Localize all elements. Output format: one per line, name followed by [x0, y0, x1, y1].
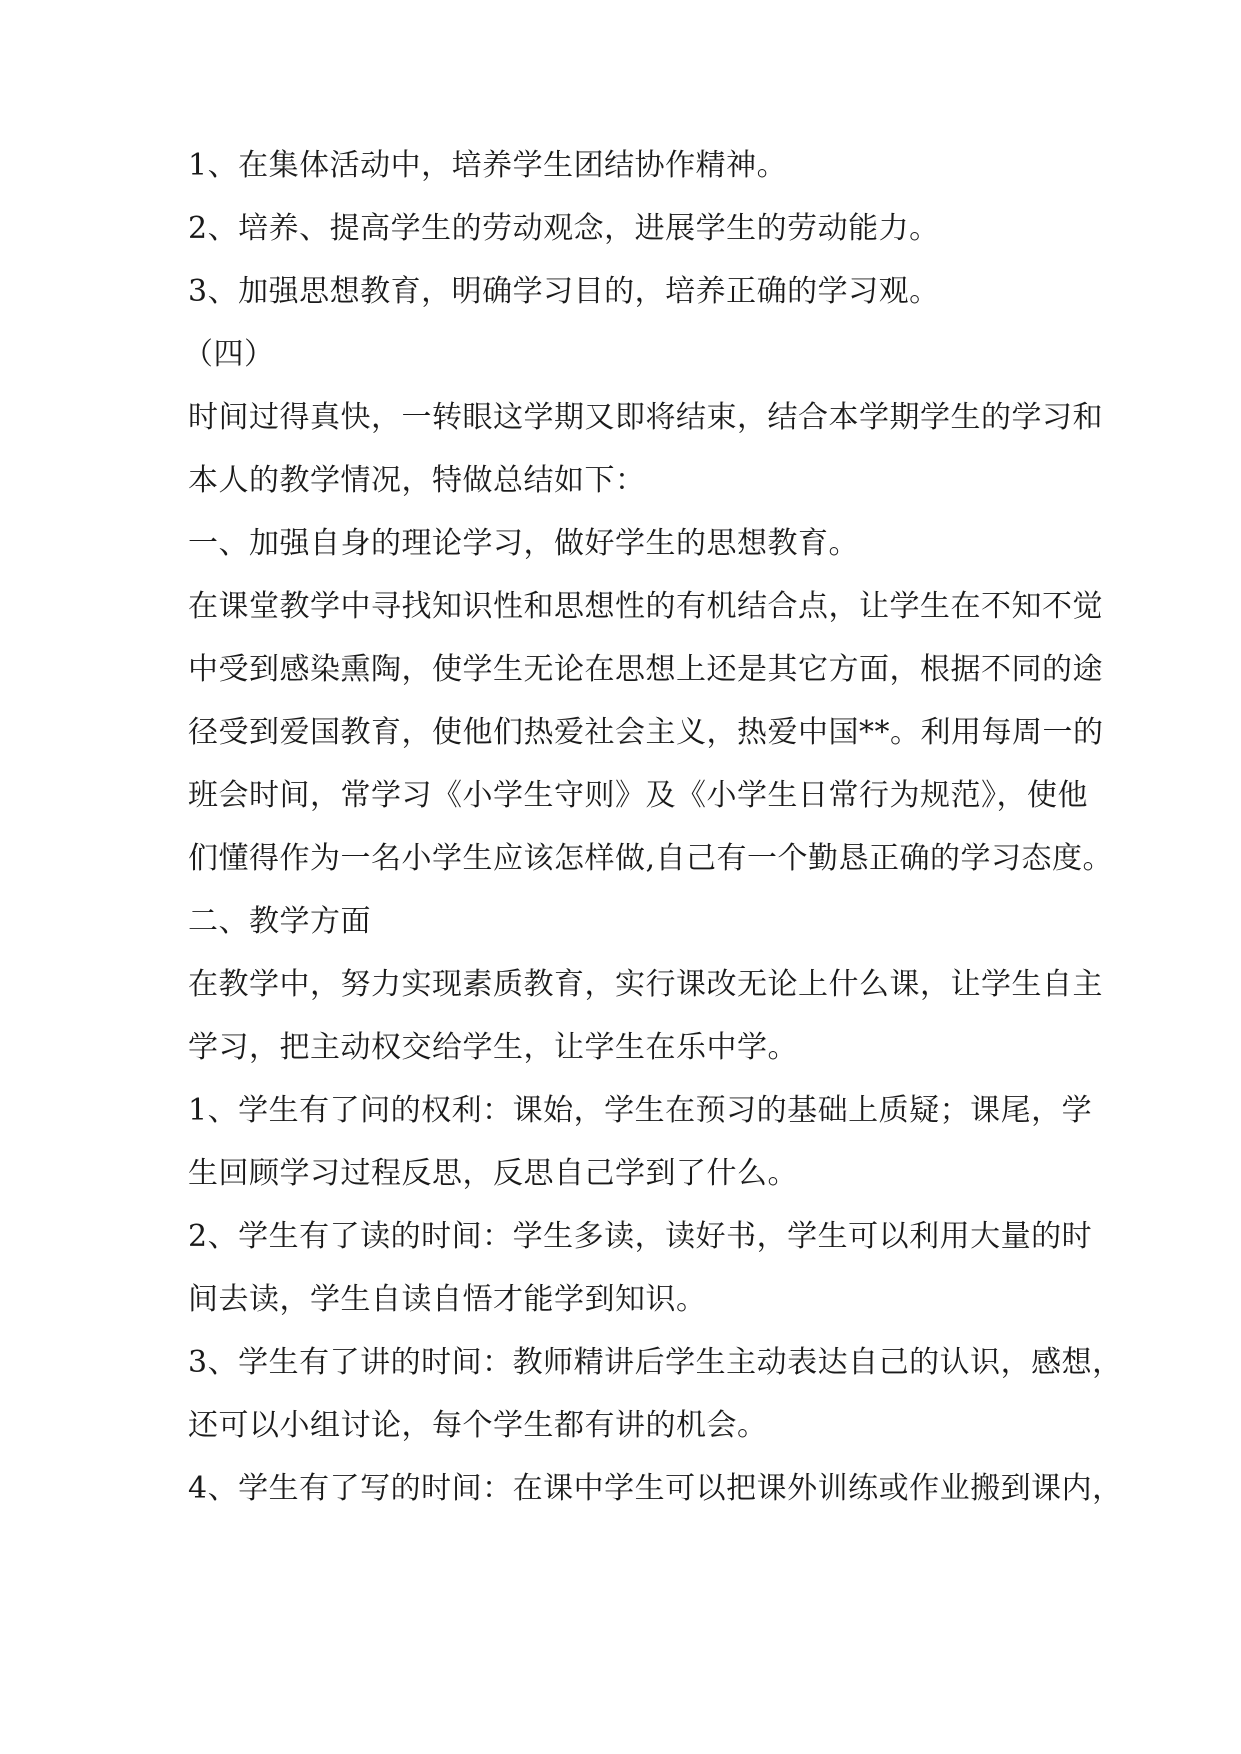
text-line: 们懂得作为一名小学生应该怎样做,自己有一个勤恳正确的学习态度。 — [188, 841, 1114, 876]
text-line: 时间过得真快，一转眼这学期又即将结束，结合本学期学生的学习和 — [188, 400, 1103, 435]
text-line: 一、加强自身的理论学习，做好学生的思想教育。 — [188, 526, 859, 561]
text-line: 班会时间，常学习《小学生守则》及《小学生日常行为规范》，使他 — [188, 778, 1088, 813]
text-line: 还可以小组讨论，每个学生都有讲的机会。 — [188, 1408, 768, 1443]
text-line: 2、培养、提高学生的劳动观念，进展学生的劳动能力。 — [188, 211, 940, 246]
text-line: 中受到感染熏陶，使学生无论在思想上还是其它方面，根据不同的途 — [188, 652, 1103, 687]
text-line: 二、教学方面 — [188, 904, 371, 939]
text-line: 1、学生有了问的权利：课始，学生在预习的基础上质疑；课尾，学 — [188, 1093, 1093, 1128]
text-line: 2、学生有了读的时间：学生多读，读好书，学生可以利用大量的时 — [188, 1219, 1093, 1254]
text-line: 间去读，学生自读自悟才能学到知识。 — [188, 1282, 707, 1317]
text-line: 学习，把主动权交给学生，让学生在乐中学。 — [188, 1030, 798, 1065]
text-line: 在教学中，努力实现素质教育，实行课改无论上什么课，让学生自主 — [188, 967, 1103, 1002]
text-line: 在课堂教学中寻找知识性和思想性的有机结合点，让学生在不知不觉 — [188, 589, 1103, 624]
text-line: 4、学生有了写的时间：在课中学生可以把课外训练或作业搬到课内， — [188, 1471, 1123, 1506]
text-line: 3、学生有了讲的时间：教师精讲后学生主动表达自己的认识，感想， — [188, 1345, 1123, 1380]
section-heading: （四） — [183, 337, 275, 372]
text-line: 本人的教学情况，特做总结如下： — [188, 463, 646, 498]
text-line: 1、在集体活动中，培养学生团结协作精神。 — [188, 148, 788, 183]
text-line: 生回顾学习过程反思，反思自己学到了什么。 — [188, 1156, 798, 1191]
text-line: 径受到爱国教育，使他们热爱社会主义，热爱中国**。利用每周一的 — [188, 715, 1104, 750]
text-line: 3、加强思想教育，明确学习目的，培养正确的学习观。 — [188, 274, 940, 309]
